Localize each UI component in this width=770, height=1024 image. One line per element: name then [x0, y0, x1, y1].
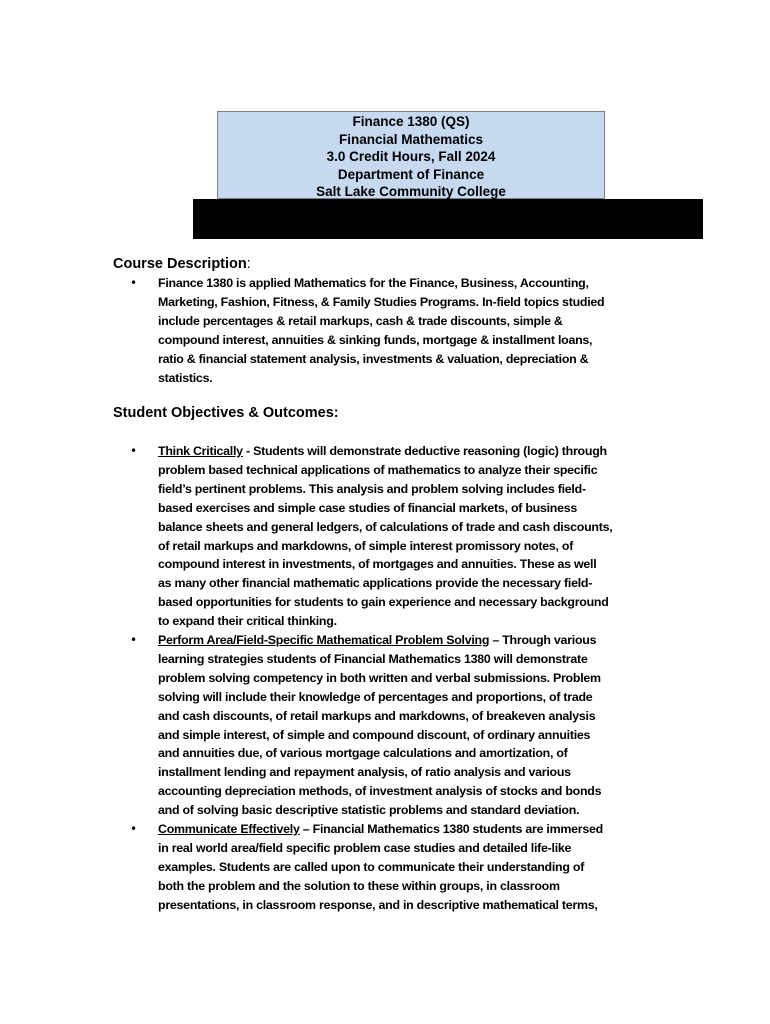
bullet-icon: •	[130, 444, 138, 458]
objective-title: Perform Area/Field-Specific Mathematical Problem Solving	[158, 633, 490, 647]
bullet-icon: •	[130, 276, 138, 290]
course-header-box	[217, 111, 605, 199]
objective-text: Communicate Effectively – Financial Mathematics 1380 students are immersed in real world area/field specific problem case studies and detailed life-like examples. Students are called upon to communicate their understanding of both the problem and the solution to these within groups, in classroom presentations, in classroom response, and in descriptive mathematical terms,	[158, 822, 603, 912]
bullet-icon: •	[130, 822, 138, 836]
header-line-course-title: Financial Mathematics	[338, 131, 484, 147]
objective-text: Perform Area/Field-Specific Mathematical Problem Solving – Through various learning strategies students of Financial Mathematics 1380 will demonstrate problem solving competency in both written and verbal submissions. Problem solving will include their knowledge of percentages and proportions, of trade and cash discounts, of retail markups and markdowns, of breakeven analysis and simple interest, of simple and compound discount, of ordinary annuities and annuities due, of various mortgage calculations and amortization, of installment lending and repayment analysis, of ratio analysis and various accounting depreciation methods, of investment analysis of stocks and bonds and of solving basic descriptive statistic problems and standard deviation.	[158, 633, 602, 818]
objectives-heading: Student Objectives & Outcomes:	[113, 405, 339, 421]
redaction-bar	[193, 199, 703, 239]
header-line-course-code: Finance 1380 (QS)	[352, 114, 470, 129]
header-line-credit-hours: 3.0 Credit Hours, Fall 2024	[326, 149, 496, 165]
objective-title: Communicate Effectively	[158, 822, 300, 836]
course-description-text: Finance 1380 is applied Mathematics for the Finance, Business, Accounting, Marketing, Fashion, Fitness, & Family Studies Programs. In-field topics studied include percentages & retail markups, cash & trade discounts, simple & compound interest, annuities & sinking funds, mortgage & installment loans, ratio & financial statement analysis, investments & valuation, depreciation & statistics.	[158, 276, 605, 385]
header-line-college: Salt Lake Community College	[316, 184, 506, 200]
bullet-icon: •	[130, 633, 138, 647]
objective-text: Think Critically - Students will demonstrate deductive reasoning (logic) through problem based technical applications of mathematics to analyze their specific field’s pertinent problems. This analysis and problem solving includes field- based exercises and simple case studies of financial markets, of business balance sheets and general ledgers, of calculations of trade and cash discounts, of retail markups and markdowns, of simple interest promissory notes, of compound interest in investments, of mortgages and annuities. These as well as many other financial mathematic applications provide the necessary field- based opportunities for students to gain experience and necessary background to expand their critical thinking.	[158, 444, 613, 629]
header-line-department: Department of Finance	[337, 166, 485, 182]
objective-title: Think Critically	[158, 444, 243, 458]
course-description-heading: Course Description:	[113, 256, 251, 272]
